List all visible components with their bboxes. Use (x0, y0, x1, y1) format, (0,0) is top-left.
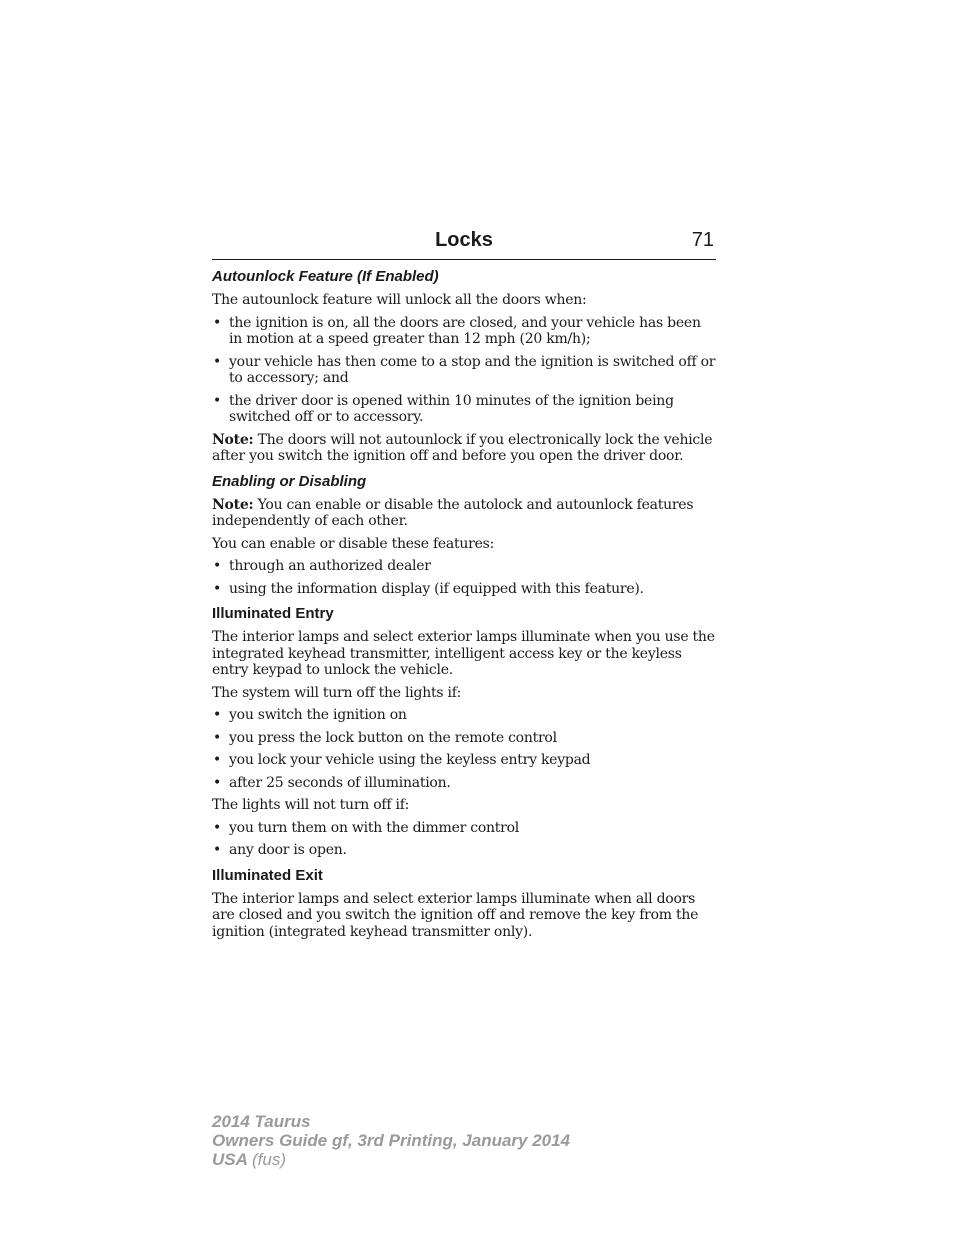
footer-guide: Owners Guide gf, 3rd Printing, January 2014 (212, 1131, 571, 1150)
illuminated-exit-para: The interior lamps and select exterior lamps illuminate when all doors are closed and you switch the ignition off and remove the key from the ignition (integrated keyhead transmitter only). (212, 890, 699, 940)
chapter-title: Locks (435, 229, 493, 251)
autounlock-intro: The autounlock feature will unlock all the doors when: (212, 292, 587, 308)
autounlock-list (212, 315, 716, 426)
list-item: • you lock your vehicle using the keyless entry keypad (213, 752, 591, 768)
bullet-icon: • (213, 819, 222, 836)
list-item: • using the information display (if equipped with this feature). (213, 580, 644, 597)
enabling-intro: You can enable or disable these features: (212, 535, 495, 552)
illuminated-entry-para2: The system will turn off the lights if: (212, 684, 462, 701)
bullet-icon: • (213, 752, 222, 768)
lights-not-off-list (212, 820, 716, 859)
footer-market-code: (fus) (252, 1150, 286, 1169)
illuminated-entry-para1: The interior lamps and select exterior lamps illuminate when you use the integrated keyhead transmitter, intelligent access key or the keyless entry keypad to unlock the vehicle. (212, 629, 715, 678)
lights-off-list (212, 707, 716, 791)
page-number: 71 (691, 229, 714, 251)
page-header (212, 229, 716, 260)
list-item: • the ignition is on, all the doors are closed, and your vehicle has been in motion at a speed greater than 12 mph (20 km/h); (213, 314, 701, 347)
list-item: • through an authorized dealer (213, 558, 431, 574)
bullet-icon: • (213, 314, 222, 331)
bullet-icon: • (213, 842, 222, 858)
enabling-note: Note: You can enable or disable the autolock and autounlock features independently of each other. (212, 496, 694, 529)
list-item: • you turn them on with the dimmer control (213, 819, 520, 836)
list-item: • the driver door is opened within 10 minutes of the ignition being switched off or to accessory. (213, 392, 674, 425)
bullet-icon: • (213, 392, 222, 409)
bullet-icon: • (213, 558, 222, 574)
note-label: Note: (212, 496, 254, 513)
bullet-icon: • (213, 729, 222, 746)
enabling-list (212, 558, 716, 597)
bullet-icon: • (213, 580, 222, 597)
note-label: Note: (212, 431, 254, 448)
page-content (212, 268, 716, 940)
list-item: • you press the lock button on the remote control (213, 729, 557, 746)
list-item: • you switch the ignition on (213, 707, 407, 723)
list-item: • any door is open. (213, 842, 347, 858)
footer-market: USA (fus) (212, 1150, 286, 1169)
section-heading-illuminated-entry: Illuminated Entry (212, 605, 334, 622)
bullet-icon: • (213, 707, 222, 723)
bullet-icon: • (213, 353, 222, 370)
page-footer (212, 1112, 570, 1169)
section-heading-enabling: Enabling or Disabling (212, 472, 367, 490)
bullet-icon: • (213, 774, 222, 791)
footer-model: 2014 Taurus (212, 1112, 311, 1131)
section-heading-autounlock: Autounlock Feature (If Enabled) (212, 268, 439, 285)
autounlock-note: Note: The doors will not autounlock if you electronically lock the vehicle after you switch the ignition off and before you open the driver door. (212, 431, 713, 464)
list-item: • after 25 seconds of illumination. (213, 774, 451, 791)
list-item: • your vehicle has then come to a stop and the ignition is switched off or to accessory; and (213, 353, 716, 386)
section-heading-illuminated-exit: Illuminated Exit (212, 866, 323, 884)
illuminated-entry-para3: The lights will not turn off if: (212, 797, 410, 813)
manual-page (212, 229, 716, 946)
